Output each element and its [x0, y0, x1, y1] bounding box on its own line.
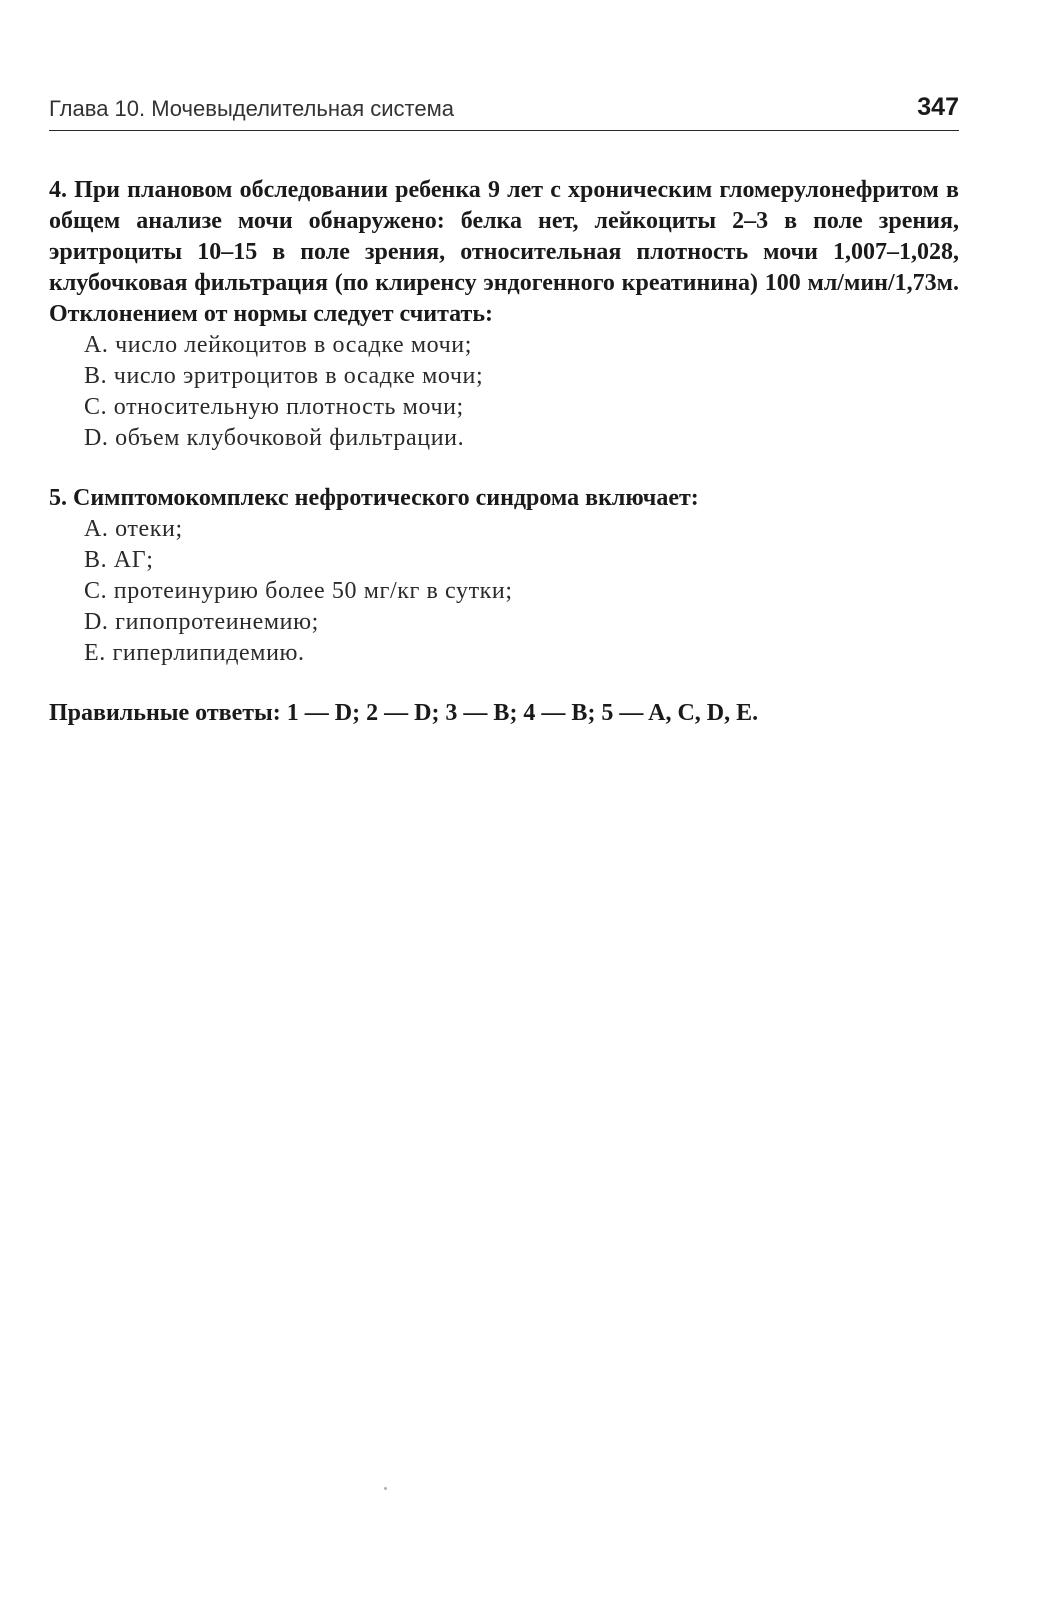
- answer-options: [49, 330, 959, 454]
- option-b: B. АГ;: [84, 547, 154, 573]
- option-c: C. протеинурию более 50 мг/кг в сутки;: [84, 578, 513, 604]
- option-e: E. гиперлипидемию.: [84, 640, 305, 666]
- question-5: [49, 483, 959, 669]
- option-b: B. число эритроцитов в осадке мочи;: [84, 363, 484, 389]
- option-d: D. гипопротеинемию;: [84, 609, 319, 635]
- question-4: [49, 175, 959, 454]
- option-c: C. относительную плотность мочи;: [84, 394, 464, 420]
- option-a: A. отеки;: [84, 516, 183, 542]
- chapter-title: Глава 10. Мочевыделительная система: [49, 96, 454, 121]
- option-d: D. объем клубочковой фильтрации.: [84, 425, 465, 451]
- question-text: 5. Симптомокомплекс нефротического синдрома включает:: [49, 485, 699, 511]
- option-a: A. число лейкоцитов в осадке мочи;: [84, 332, 472, 358]
- page-number: 347: [917, 93, 959, 121]
- scan-speck: [384, 1487, 387, 1490]
- answer-options: [49, 514, 959, 669]
- question-text: 4. При плановом обследовании ребенка 9 лет с хроническим гломерулонефритом в общем анализе мочи обнаружено: белка нет, лейкоциты 2–3 в поле зрения, эритроциты 10–15 в поле зрения, относительная плотность мочи 1,007–1,028, клубочковая фильтрация (по клиренсу эндогенного креатинина) 100 мл/мин/1,73м. Отклонением от нормы следует считать:: [49, 177, 959, 327]
- correct-answers: Правильные ответы: 1 — D; 2 — D; 3 — B; 4 — B; 5 — A, C, D, E.: [49, 700, 759, 726]
- page-header: [49, 92, 959, 131]
- page-content: [49, 175, 959, 729]
